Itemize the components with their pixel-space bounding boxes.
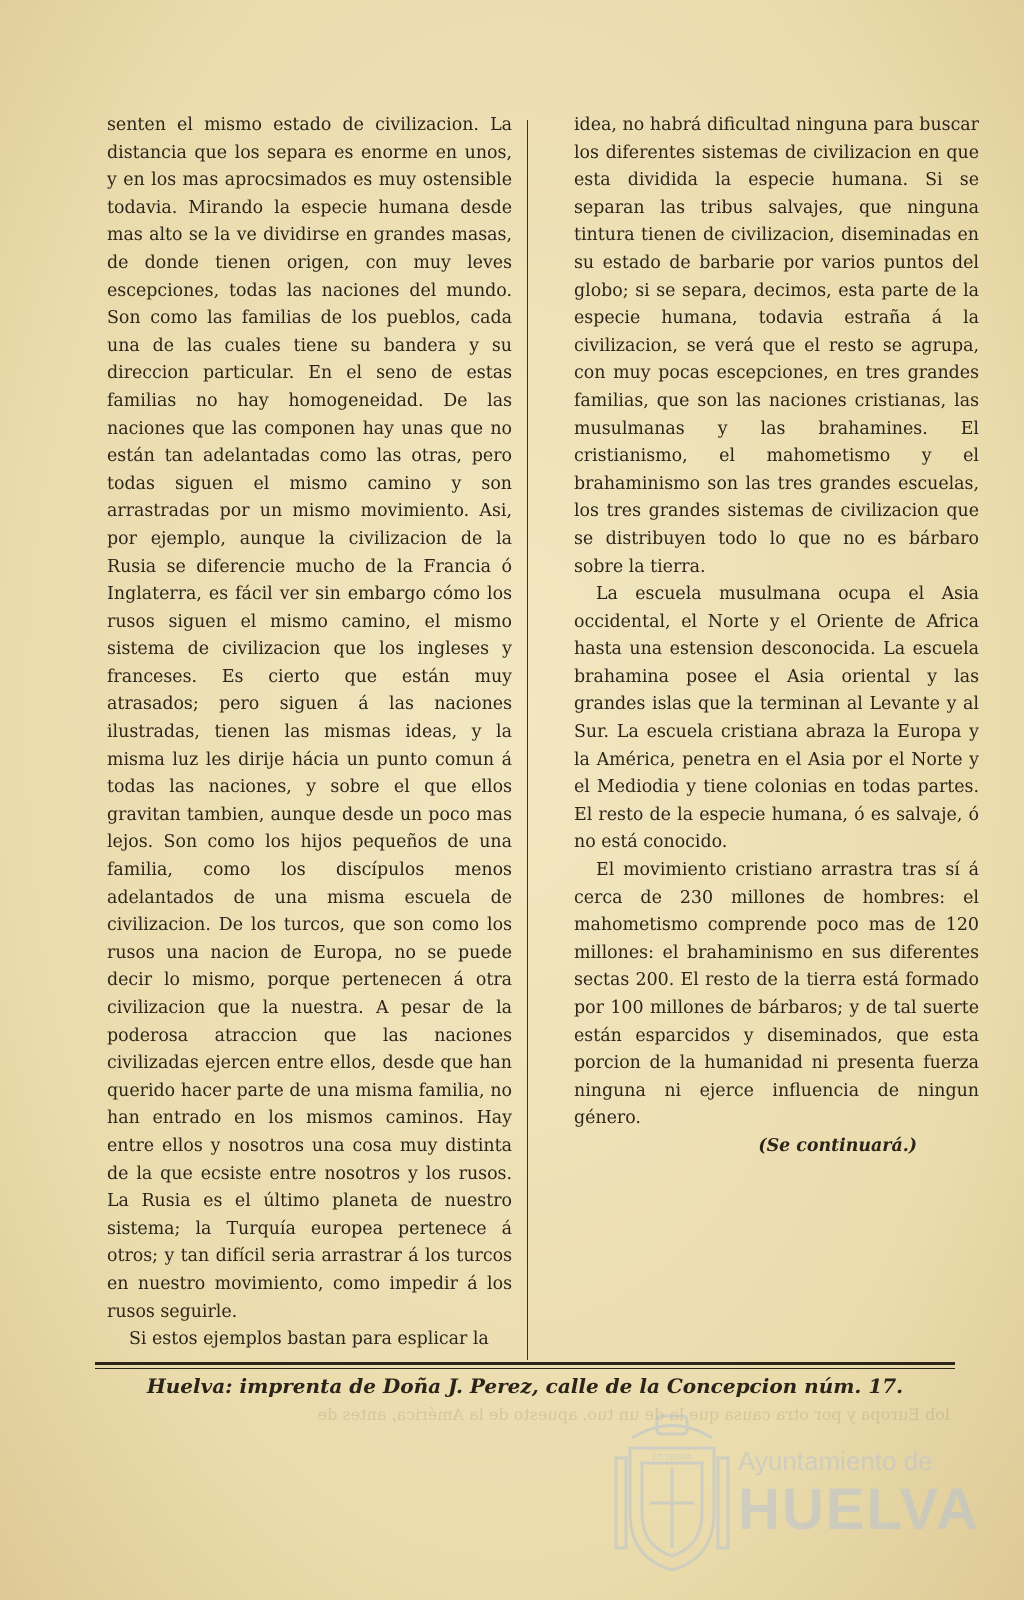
footer-rule-thin <box>95 1368 955 1369</box>
right-paragraph-3: El movimiento cristiano arrastra tras sí á cerca de 230 millones de hombres: el mahometismo comprende poco mas de 120 millones: el brahaminismo en sus diferentes sectas 200. El resto de la tierra está formado por 100 millones de bárbaros; y de tal suerte están esparcidos y diseminados, que esta porcion de la humanidad ni presenta fuerza ninguna ni ejerce influencia de ningun género. <box>574 860 979 1129</box>
footer-rule-thick <box>95 1362 955 1365</box>
archive-watermark <box>612 1408 980 1578</box>
left-column <box>107 112 512 1354</box>
watermark-line-2: HUELVA <box>738 1477 980 1542</box>
seal-text: ET TERRA <box>652 1453 692 1462</box>
right-paragraph-1: idea, no habrá dificultad ninguna para buscar los diferentes sistemas de civilizacion en que esta dividida la especie humana. Si se separan las tribus salvajes, que ninguna tintura tienen de civilizacion, diseminadas en su estado de barbarie por varios puntos del globo; si se separa, decimos, esta parte de la especie humana, todavia estraña á la civilizacion, se verá que el resto se agrupa, con muy pocas escepciones, en tres grandes familias, que son las naciones cristianas, las musulmanas y las brahamines. El cristianismo, el mahometismo y el brahaminismo son las tres grandes escuelas, los tres grandes sistemas de civilizacion que se distribuyen todo lo que no es bárbaro sobre la tierra. <box>574 115 979 577</box>
printer-imprint: Huelva: imprenta de Doña J. Perez, calle de la Concepcion núm. 17. <box>146 1374 904 1398</box>
right-paragraph-2: La escuela musulmana ocupa el Asia occidental, el Norte y el Oriente de Africa hasta una estension desconocida. La escuela brahamina posee el Asia oriental y las grandes islas que la terminan al Levante y al Sur. La escuela cristiana abraza la Europa y la América, penetra en el Asia por el Norte y el Mediodia y tiene colonias en todas partes. El resto de la especie humana, ó es salvaje, ó no está conocido. <box>574 584 979 853</box>
bleed-through-text: lob Europa y por otra causa que la de un tuo. apuesto de la América, antes de <box>317 1405 950 1424</box>
right-column <box>574 112 979 1161</box>
continuation-note: (Se continuará.) <box>758 1135 917 1156</box>
left-paragraph-1: senten el mismo estado de civilizacion. La distancia que los separa es enorme en unos, y en los mas aprocsimados es muy ostensible todavia. Mirando la especie humana desde mas alto se la ve dividirse en grandes masas, de donde tienen origen, con muy leves escepciones, todas las naciones del mundo. Son como las familias de los pueblos, cada una de las cuales tiene su bandera y su direccion particular. En el seno de estas familias no hay homogeneidad. De las naciones que las componen hay unas que no están tan adelantadas como las otras, pero todas siguen el mismo camino y son arrastradas por un mismo movimiento. Asi, por ejemplo, aunque la civilizacion de la Rusia se diferencie mucho de la Francia ó Inglaterra, es fácil ver sin embargo cómo los rusos siguen el mismo camino, el mismo sistema de civilizacion que los ingleses y franceses. Es cierto que están muy atrasados; pero siguen á las naciones ilustradas, tienen las mismas ideas, y la misma luz les dirije hácia un punto comun á todas las naciones, y sobre el que ellos gravitan tambien, aunque desde un poco mas lejos. Son como los hijos pequeños de una familia, como los discípulos menos adelantados de una misma escuela de civilizacion. De los turcos, que son como los rusos una nacion de Europa, no se puede decir lo mismo, porque pertenecen á otra civilizacion que la nuestra. A pesar de la poderosa atraccion que las naciones civilizadas ejercen entre ellos, desde que han querido hacer parte de una misma familia, no han entrado en los mismos caminos. Hay entre ellos y nosotros una cosa muy distinta de la que ecsiste entre nosotros y los rusos. La Rusia es el último planeta de nuestro sistema; la Turquía europea pertenece á otros; y tan difícil seria arrastrar á los turcos en nuestro movimiento, como impedir á los rusos seguirle. <box>107 115 512 1322</box>
watermark-line-1: Ayuntamiento de <box>738 1446 933 1476</box>
left-paragraph-2: Si estos ejemplos bastan para esplicar la <box>129 1329 489 1350</box>
coat-of-arms-icon <box>612 1408 732 1578</box>
column-divider <box>527 120 528 1360</box>
